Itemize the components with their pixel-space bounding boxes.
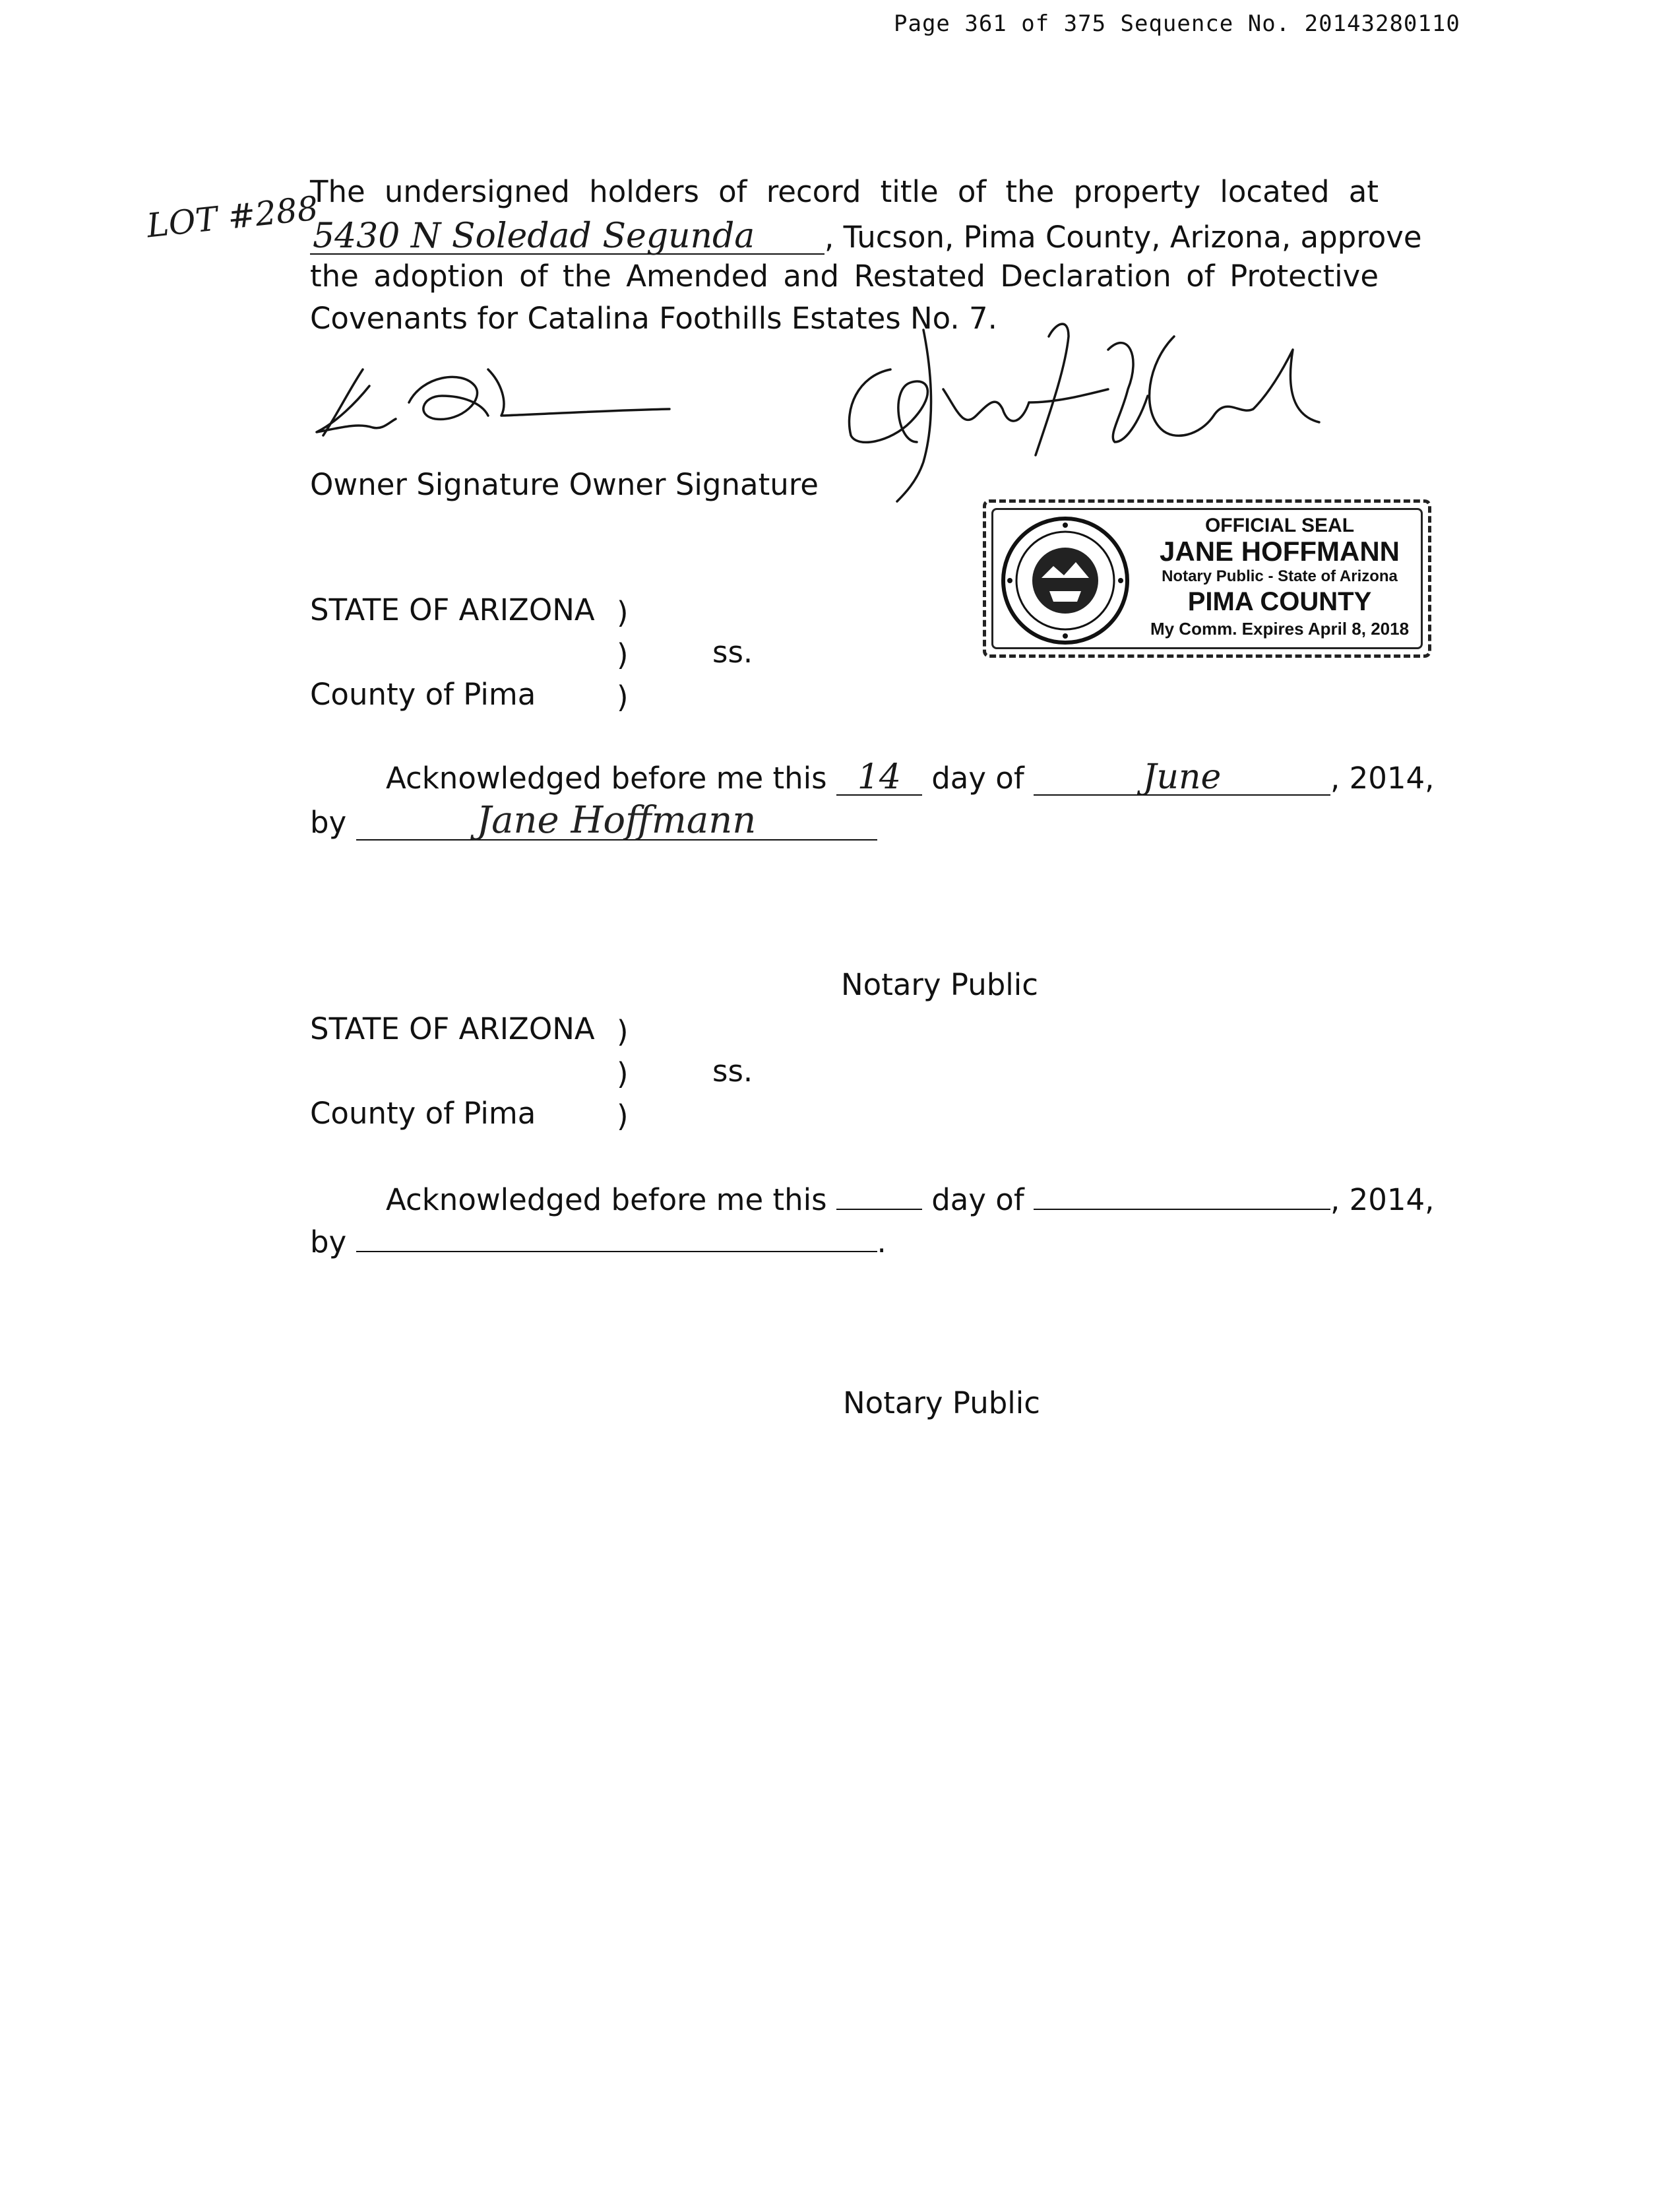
notary-seal-stamp bbox=[983, 499, 1431, 658]
ack-day-1: 14 bbox=[836, 760, 922, 796]
venue-paren-1b: ) bbox=[617, 637, 629, 672]
venue-county-2: County of Pima bbox=[310, 1096, 536, 1131]
owner-signature-2 bbox=[831, 310, 1332, 508]
approval-line-4: Covenants for Catalina Foothills Estates No. 7. bbox=[310, 301, 997, 336]
venue-paren-2c: ) bbox=[617, 1098, 629, 1133]
ack-by-period-2: . bbox=[877, 1224, 887, 1259]
venue-paren-1c: ) bbox=[617, 680, 629, 714]
approval-line-2 bbox=[310, 216, 1422, 256]
seal-expiration: My Comm. Expires April 8, 2018 bbox=[1150, 619, 1410, 639]
ack-by-label-2: by bbox=[310, 1224, 347, 1259]
ack-month-blank-2[interactable] bbox=[1034, 1180, 1330, 1210]
venue-ss-2: ss. bbox=[712, 1054, 753, 1089]
ack-by-blank-2[interactable] bbox=[356, 1222, 877, 1252]
seal-title: OFFICIAL SEAL bbox=[1204, 515, 1355, 536]
property-address: 5430 N Soledad Segunda bbox=[310, 219, 824, 255]
approval-line-2-rest: , Tucson, Pima County, Arizona, approve bbox=[824, 220, 1422, 255]
ack-month-1: June bbox=[1034, 760, 1330, 796]
seal-notary-name: JANE HOFFMANN bbox=[1160, 536, 1400, 567]
signature-labels: Owner Signature Owner Signature bbox=[310, 467, 819, 502]
arizona-state-seal-emblem bbox=[999, 515, 1131, 647]
venue-state-2: STATE OF ARIZONA bbox=[310, 1011, 595, 1046]
venue-paren-2b: ) bbox=[617, 1056, 629, 1091]
venue-paren-2a: ) bbox=[617, 1014, 629, 1049]
owner-signature-1 bbox=[310, 356, 679, 449]
notary-public-label-1: Notary Public bbox=[841, 967, 1039, 1002]
ack-day-blank-2[interactable] bbox=[836, 1180, 922, 1210]
seal-subtitle: Notary Public - State of Arizona bbox=[1162, 567, 1398, 585]
approval-line-3: the adoption of the Amended and Restated Declaration of Protective bbox=[310, 259, 1379, 294]
ack-day-of-2: day of bbox=[931, 1182, 1024, 1217]
ack-year-2: , 2014, bbox=[1330, 1182, 1435, 1217]
ack-day-of-1: day of bbox=[931, 761, 1024, 796]
acknowledgment-line-1 bbox=[386, 757, 1435, 797]
ack-by-name-1: Jane Hoffmann bbox=[356, 802, 877, 841]
seal-county: PIMA COUNTY bbox=[1187, 587, 1372, 616]
venue-county-1: County of Pima bbox=[310, 677, 536, 712]
acknowledgment-line-2 bbox=[386, 1180, 1434, 1215]
venue-state-1: STATE OF ARIZONA bbox=[310, 592, 595, 627]
ack-prefix-2: Acknowledged before me this bbox=[386, 1182, 827, 1217]
acknowledgment-by-1 bbox=[310, 799, 877, 842]
ack-year-1: , 2014, bbox=[1330, 761, 1435, 796]
approval-line-1: The undersigned holders of record title of the property located at bbox=[310, 174, 1379, 209]
ack-by-label-1: by bbox=[310, 805, 347, 840]
acknowledgment-by-2 bbox=[310, 1222, 887, 1257]
venue-paren-1a: ) bbox=[617, 595, 629, 630]
venue-ss-1: ss. bbox=[712, 635, 753, 670]
ack-prefix-1: Acknowledged before me this bbox=[386, 761, 827, 796]
page-sequence-header: Page 361 of 375 Sequence No. 20143280110 bbox=[894, 11, 1460, 37]
notary-public-label-2: Notary Public bbox=[843, 1385, 1041, 1420]
lot-number-note: LOT #288 bbox=[144, 189, 321, 245]
